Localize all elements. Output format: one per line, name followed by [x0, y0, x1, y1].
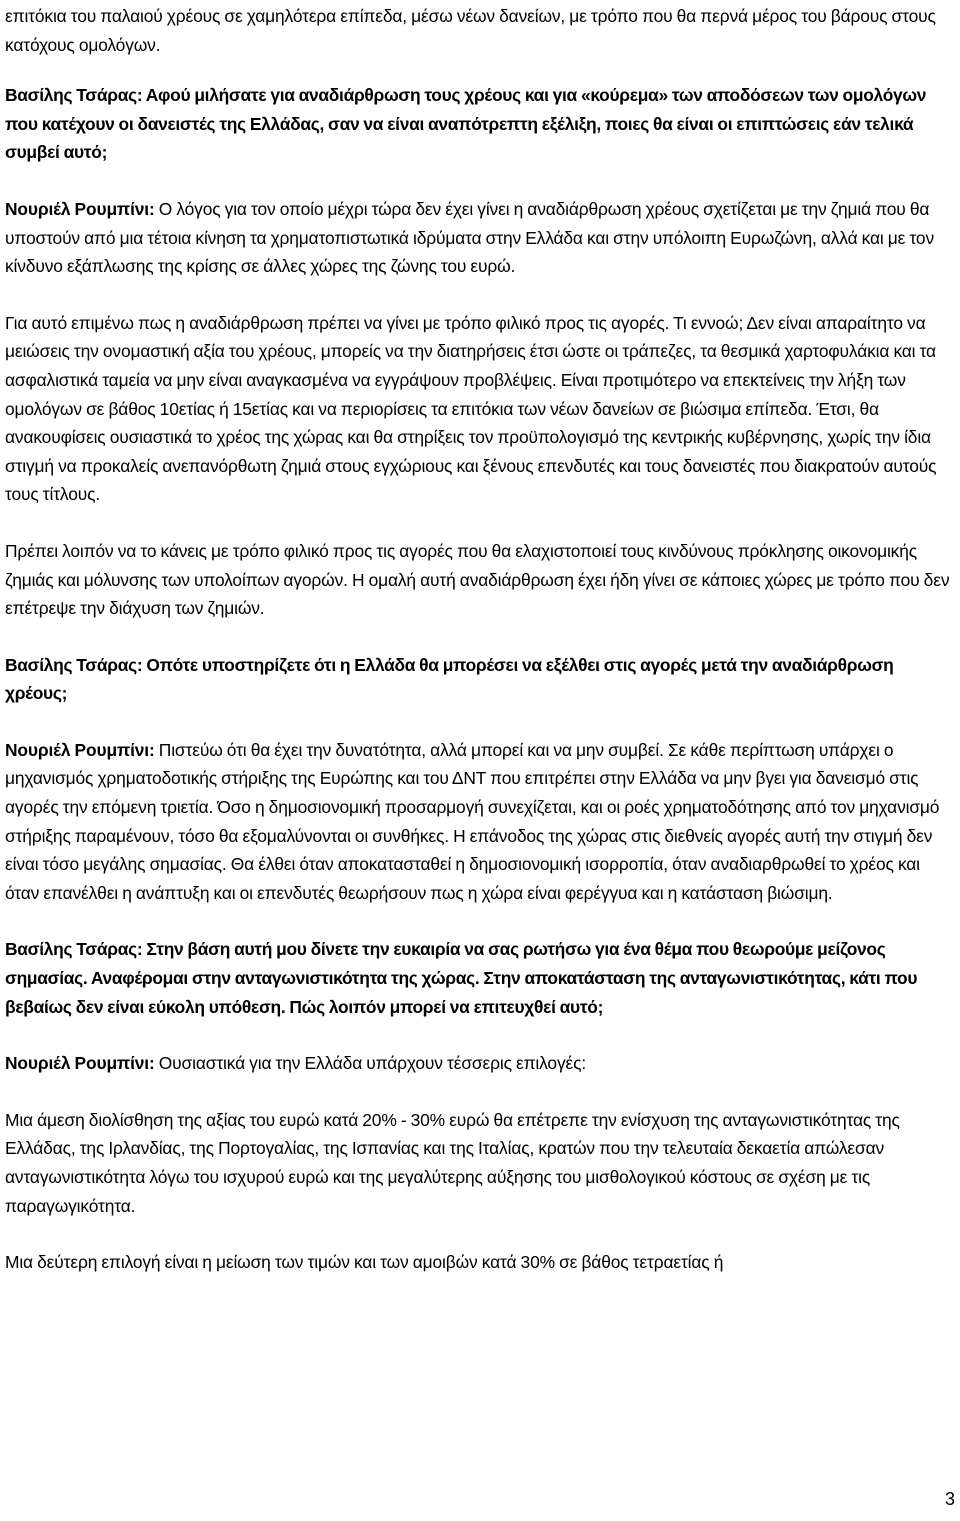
paragraph	[5, 309, 955, 509]
interviewer-question	[5, 81, 955, 167]
speaker-name: Βασίλης Τσάρας:	[5, 939, 143, 960]
speaker-name: Βασίλης Τσάρας:	[5, 654, 143, 675]
answer-text: Ουσιαστικά για την Ελλάδα υπάρχουν τέσσερις επιλογές:	[154, 1053, 587, 1074]
document-body	[5, 2, 955, 1305]
paragraph-text: επιτόκια του παλαιού χρέους σε χαμηλότερα επίπεδα, μέσω νέων δανείων, με τρόπο που θα περνά μέρος του βάρους στους κατόχους ομολόγων.	[5, 6, 936, 55]
paragraph-text: Μια άμεση διολίσθηση της αξίας του ευρώ κατά 20% - 30% ευρώ θα επέτρεπε την ενίσχυση της ανταγωνιστικότητας της Ελλάδας, της Ιρλανδίας, της Πορτογαλίας, της Ισπανίας και της Ιταλίας, κρατών που την τελευταία δεκαετία απώλεσαν ανταγωνιστικότητα λόγω του ισχυρού ευρώ και της μεγαλύτερης αύξησης του μισθολογικού κόστους σε σχέση με τις παραγωγικότητα.	[5, 1109, 900, 1216]
paragraph-text: Πρέπει λοιπόν να το κάνεις με τρόπο φιλικό προς τις αγορές που θα ελαχιστοποιεί τους κινδύνους πρόκλησης οικονομικής ζημιάς και μόλυνσης των υπολοίπων αγορών. Η ομαλή αυτή αναδιάρθρωση έχει ήδη γίνει σε κάποιες χώρες με τρόπο που δεν επέτρεψε την διάχυση των ζημιών.	[5, 540, 950, 619]
answer-text: Πιστεύω ότι θα έχει την δυνατότητα, αλλά μπορεί και να μην συμβεί. Σε κάθε περίπτωση υπάρχει ο μηχανισμός χρηματοδοτικής στήριξης της Ευρώπης και του ΔΝΤ που επιτρέπει στην Ελλάδα να μην βγει για δανεισμό στις αγορές την επόμενη τριετία. Όσο η δημοσιονομική προσαρμογή συνεχίζεται, και οι ροές χρηματοδότησης από τον μηχανισμό στήριξης παραμένουν, τόσο θα εξομαλύνονται οι συνθήκες. Η επάνοδος της χώρας στις διεθνείς αγορές αυτή την στιγμή δεν είναι τόσο μεγάλης σημασίας. Θα έλθει όταν αποκατασταθεί η δημοσιονομική ισορροπία, όταν αναδιαρθρωθεί το χρέος και όταν επανέλθει η ανάπτυξη και οι επενδυτές θεωρήσουν πως η χώρα είναι φερέγγυα και η κατάσταση βιώσιμη.	[5, 739, 940, 903]
page-number: 3	[944, 1489, 955, 1509]
answer-text: Ο λόγος για τον οποίο μέχρι τώρα δεν έχει γίνει η αναδιάρθρωση χρέους σχετίζεται με την ζημιά που θα υποστούν από μια τέτοια κίνηση τα χρηματοπιστωτικά ιδρύματα στην Ελλάδα και στην υπόλοιπη Ευρωζώνη, αλλά και με τον κίνδυνο εξάπλωσης της κρίσης σε άλλες χώρες της ζώνης του ευρώ.	[5, 198, 935, 277]
paragraph-continuation	[5, 2, 955, 59]
question-text: Αφού μιλήσατε για αναδιάρθρωση τους χρέους και για «κούρεμα» των αποδόσεων των ομολόγων που κατέχουν οι δανειστές της Ελλάδας, σαν να είναι αναπότρεπτη εξέλιξη, ποιες θα είναι οι επιπτώσεις εάν τελικά συμβεί αυτό;	[5, 85, 927, 163]
paragraph-text: Για αυτό επιμένω πως η αναδιάρθρωση πρέπει να γίνει με τρόπο φιλικό προς τις αγορές. Τι εννοώ; Δεν είναι απαραίτητο να μειώσεις την ονομαστική αξία του χρέους, μπορείς να την διατηρήσεις έτσι ώστε οι τράπεζες, τα θεσμικά χαρτοφυλάκια και τα ασφαλιστικά ταμεία να μην είναι αναγκασμένα να εγγράψουν προβλέψεις. Είναι προτιμότερο να επεκτείνεις την λήξη των ομολόγων σε βάθος 10ετίας ή 15ετίας και να περιορίσεις τα επιτόκια των νέων δανείων σε βιώσιμα επίπεδα. Έτσι, θα ανακουφίσεις ουσιαστικά το χρέος της χώρας και θα στηρίξεις τον προϋπολογισμό της κεντρικής κυβέρνησης, χωρίς την ίδια στιγμή να προκαλείς ανεπανόρθωτη ζημιά στους εγχώριους και ξένους επενδυτές και τους δανειστές που διακρατούν αυτούς τους τίτλους.	[5, 312, 937, 505]
paragraph	[5, 1106, 955, 1220]
question-text: Στην βάση αυτή μου δίνετε την ευκαιρία να σας ρωτήσω για ένα θέμα που θεωρούμε μείζονος σημασίας. Αναφέρομαι στην ανταγωνιστικότητα της χώρας. Στην αποκατάσταση της ανταγωνιστικότητας, κάτι που βεβαίως δεν είναι εύκολη υπόθεση. Πώς λοιπόν μπορεί να επιτευχθεί αυτό;	[5, 939, 918, 1017]
interviewee-answer	[5, 1049, 955, 1078]
paragraph-text: Μια δεύτερη επιλογή είναι η μείωση των τιμών και των αμοιβών κατά 30% σε βάθος τετραετίας ή	[5, 1252, 724, 1273]
speaker-name: Νουριέλ Ρουμπίνι:	[5, 1053, 155, 1074]
interviewer-question	[5, 935, 955, 1021]
question-text: Οπότε υποστηρίζετε ότι η Ελλάδα θα μπορέσει να εξέλθει στις αγορές μετά την αναδιάρθρωση χρέους;	[5, 654, 894, 704]
paragraph	[5, 1248, 955, 1277]
speaker-name: Νουριέλ Ρουμπίνι:	[5, 739, 155, 760]
interviewee-answer	[5, 195, 955, 281]
interviewer-question	[5, 651, 955, 708]
speaker-name: Νουριέλ Ρουμπίνι:	[5, 198, 155, 219]
speaker-name: Βασίλης Τσάρας:	[5, 85, 143, 106]
paragraph	[5, 537, 955, 623]
interviewee-answer	[5, 736, 955, 908]
